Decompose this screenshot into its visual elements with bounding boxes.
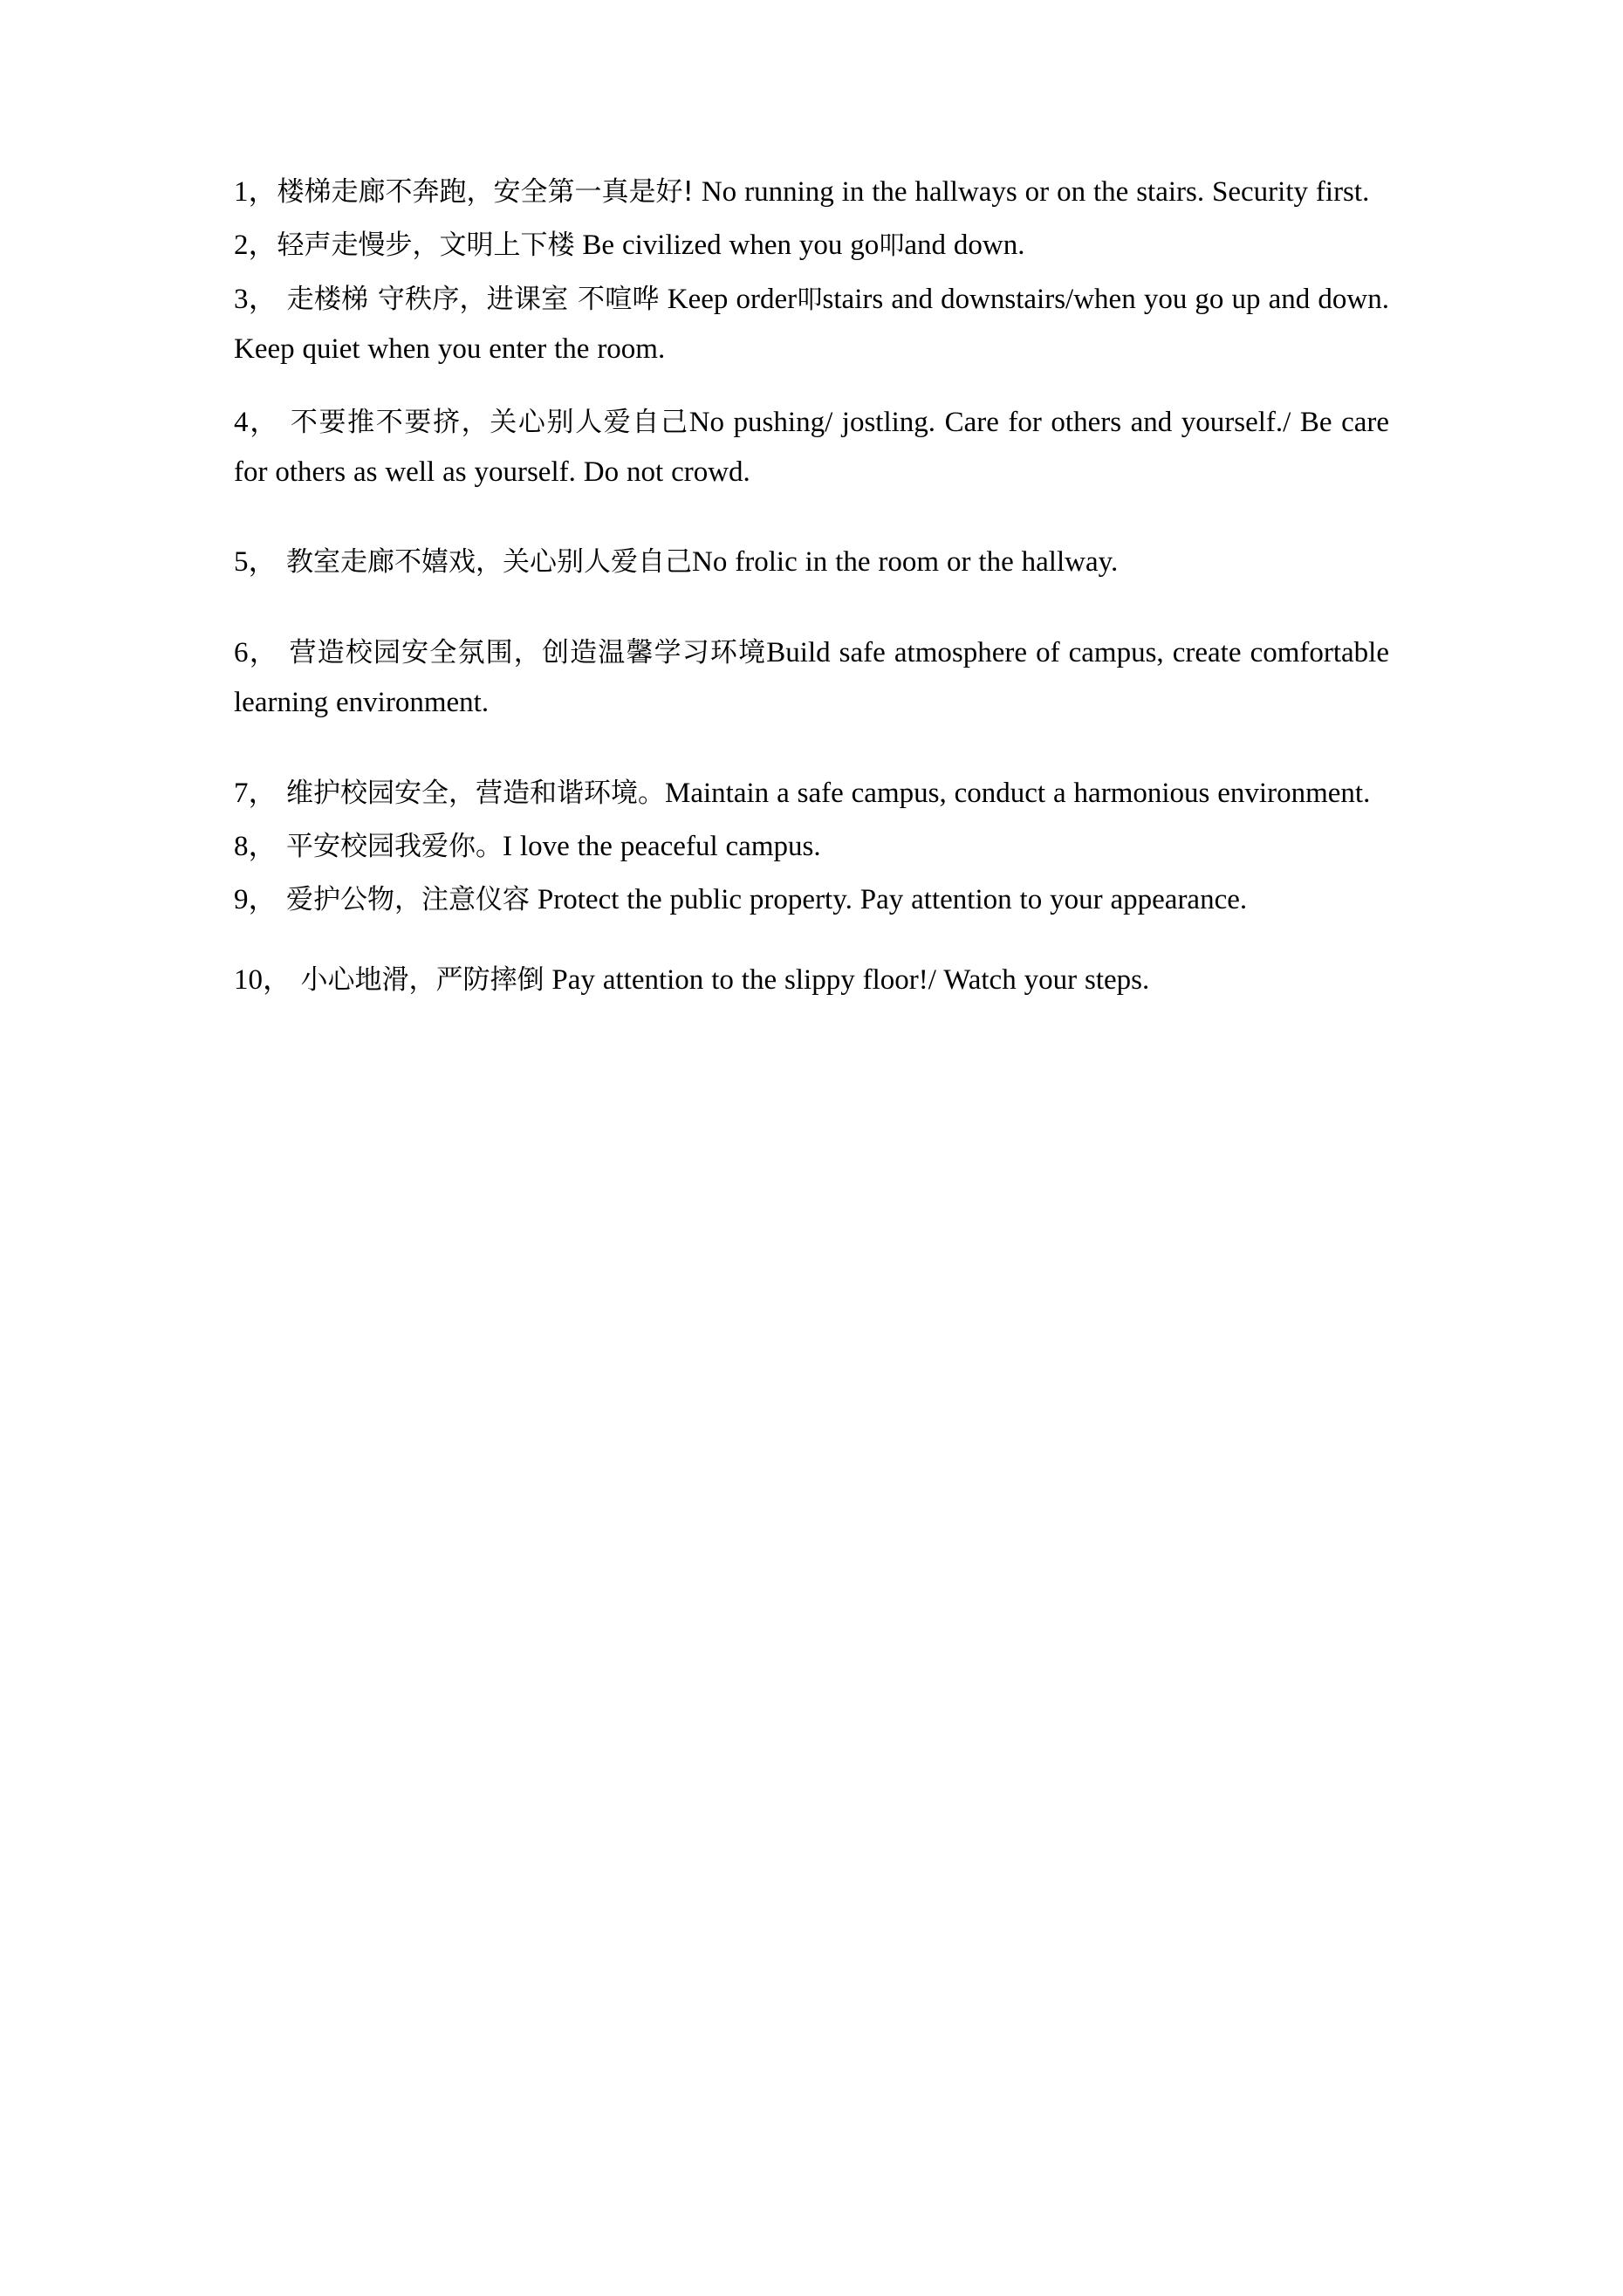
list-item-chinese: 爱护公物，注意仪容: [277, 884, 531, 916]
garbled-glyph: 叩: [797, 284, 823, 314]
list-item: [234, 822, 1389, 872]
garbled-glyph: 叩: [879, 230, 905, 261]
list-item-number: 3，: [234, 283, 277, 315]
list-item-english: No running in the hallways or on the stairs. Security first.: [693, 176, 1370, 208]
list-item: [234, 769, 1389, 819]
list-item-chinese: 走楼梯 守秩序，进课室 不喧哗: [277, 283, 660, 315]
list-item-chinese: 平安校园我爱你。: [277, 831, 503, 863]
list-item-chinese: 教室走廊不嬉戏，关心别人爱自己: [277, 546, 693, 579]
list-item-number: 10，: [234, 963, 291, 996]
list-item-english: No pushing/ jostling. Care for others and yourself./ Be care for others as well as yourself. Do not crowd.: [234, 406, 1390, 489]
list-item-number: 9，: [234, 884, 277, 916]
list-item: [234, 628, 1389, 729]
list-item-number: 6，: [234, 636, 279, 668]
list-item-english: I love the peaceful campus.: [503, 831, 821, 863]
document-body: [234, 168, 1389, 1005]
list-item: [234, 275, 1389, 375]
list-item-number: 2，: [234, 230, 277, 262]
list-item: [234, 221, 1389, 271]
list-item-number: 1，: [234, 176, 277, 208]
list-item-chinese: 楼梯走廊不奔跑，安全第一真是好!: [277, 176, 694, 208]
list-item-chinese: 营造校园安全氛围，创造温馨学习环境: [278, 636, 767, 668]
list-item-english-tail: stairs and downstairs/when you go up and down. Keep quiet when you enter the room.: [234, 283, 1389, 366]
list-item-english: Build safe atmosphere of campus, create comfortable learning environment.: [234, 636, 1389, 719]
list-item-number: 5，: [234, 546, 277, 579]
list-item-english: Protect the public property. Pay attention to your appearance.: [530, 884, 1248, 916]
list-item: [234, 538, 1389, 587]
list-item-english: Maintain a safe campus, conduct a harmonious environment.: [665, 777, 1371, 809]
list-item-chinese: 维护校园安全，营造和谐环境。: [277, 777, 666, 809]
list-item-number: 7，: [234, 777, 277, 809]
list-item-english: Keep order: [659, 283, 798, 315]
list-item: [234, 168, 1389, 217]
list-item-english-tail: and down.: [904, 230, 1025, 262]
list-item-english: Pay attention to the slippy floor!/ Watch your steps.: [544, 963, 1150, 996]
list-item: [234, 956, 1389, 1005]
list-item-number: 8，: [234, 831, 277, 863]
list-item-chinese: 小心地滑，严防摔倒: [291, 963, 544, 996]
list-item-chinese: 轻声走慢步，文明上下楼: [277, 230, 575, 262]
list-item-chinese: 不要推不要挤，关心别人爱自己: [279, 406, 689, 438]
list-item: [234, 398, 1389, 498]
list-item-number: 4，: [234, 406, 280, 438]
list-item-english: No frolic in the room or the hallway.: [692, 546, 1119, 579]
list-item: [234, 875, 1389, 925]
list-item-english: Be civilized when you go: [574, 230, 880, 262]
